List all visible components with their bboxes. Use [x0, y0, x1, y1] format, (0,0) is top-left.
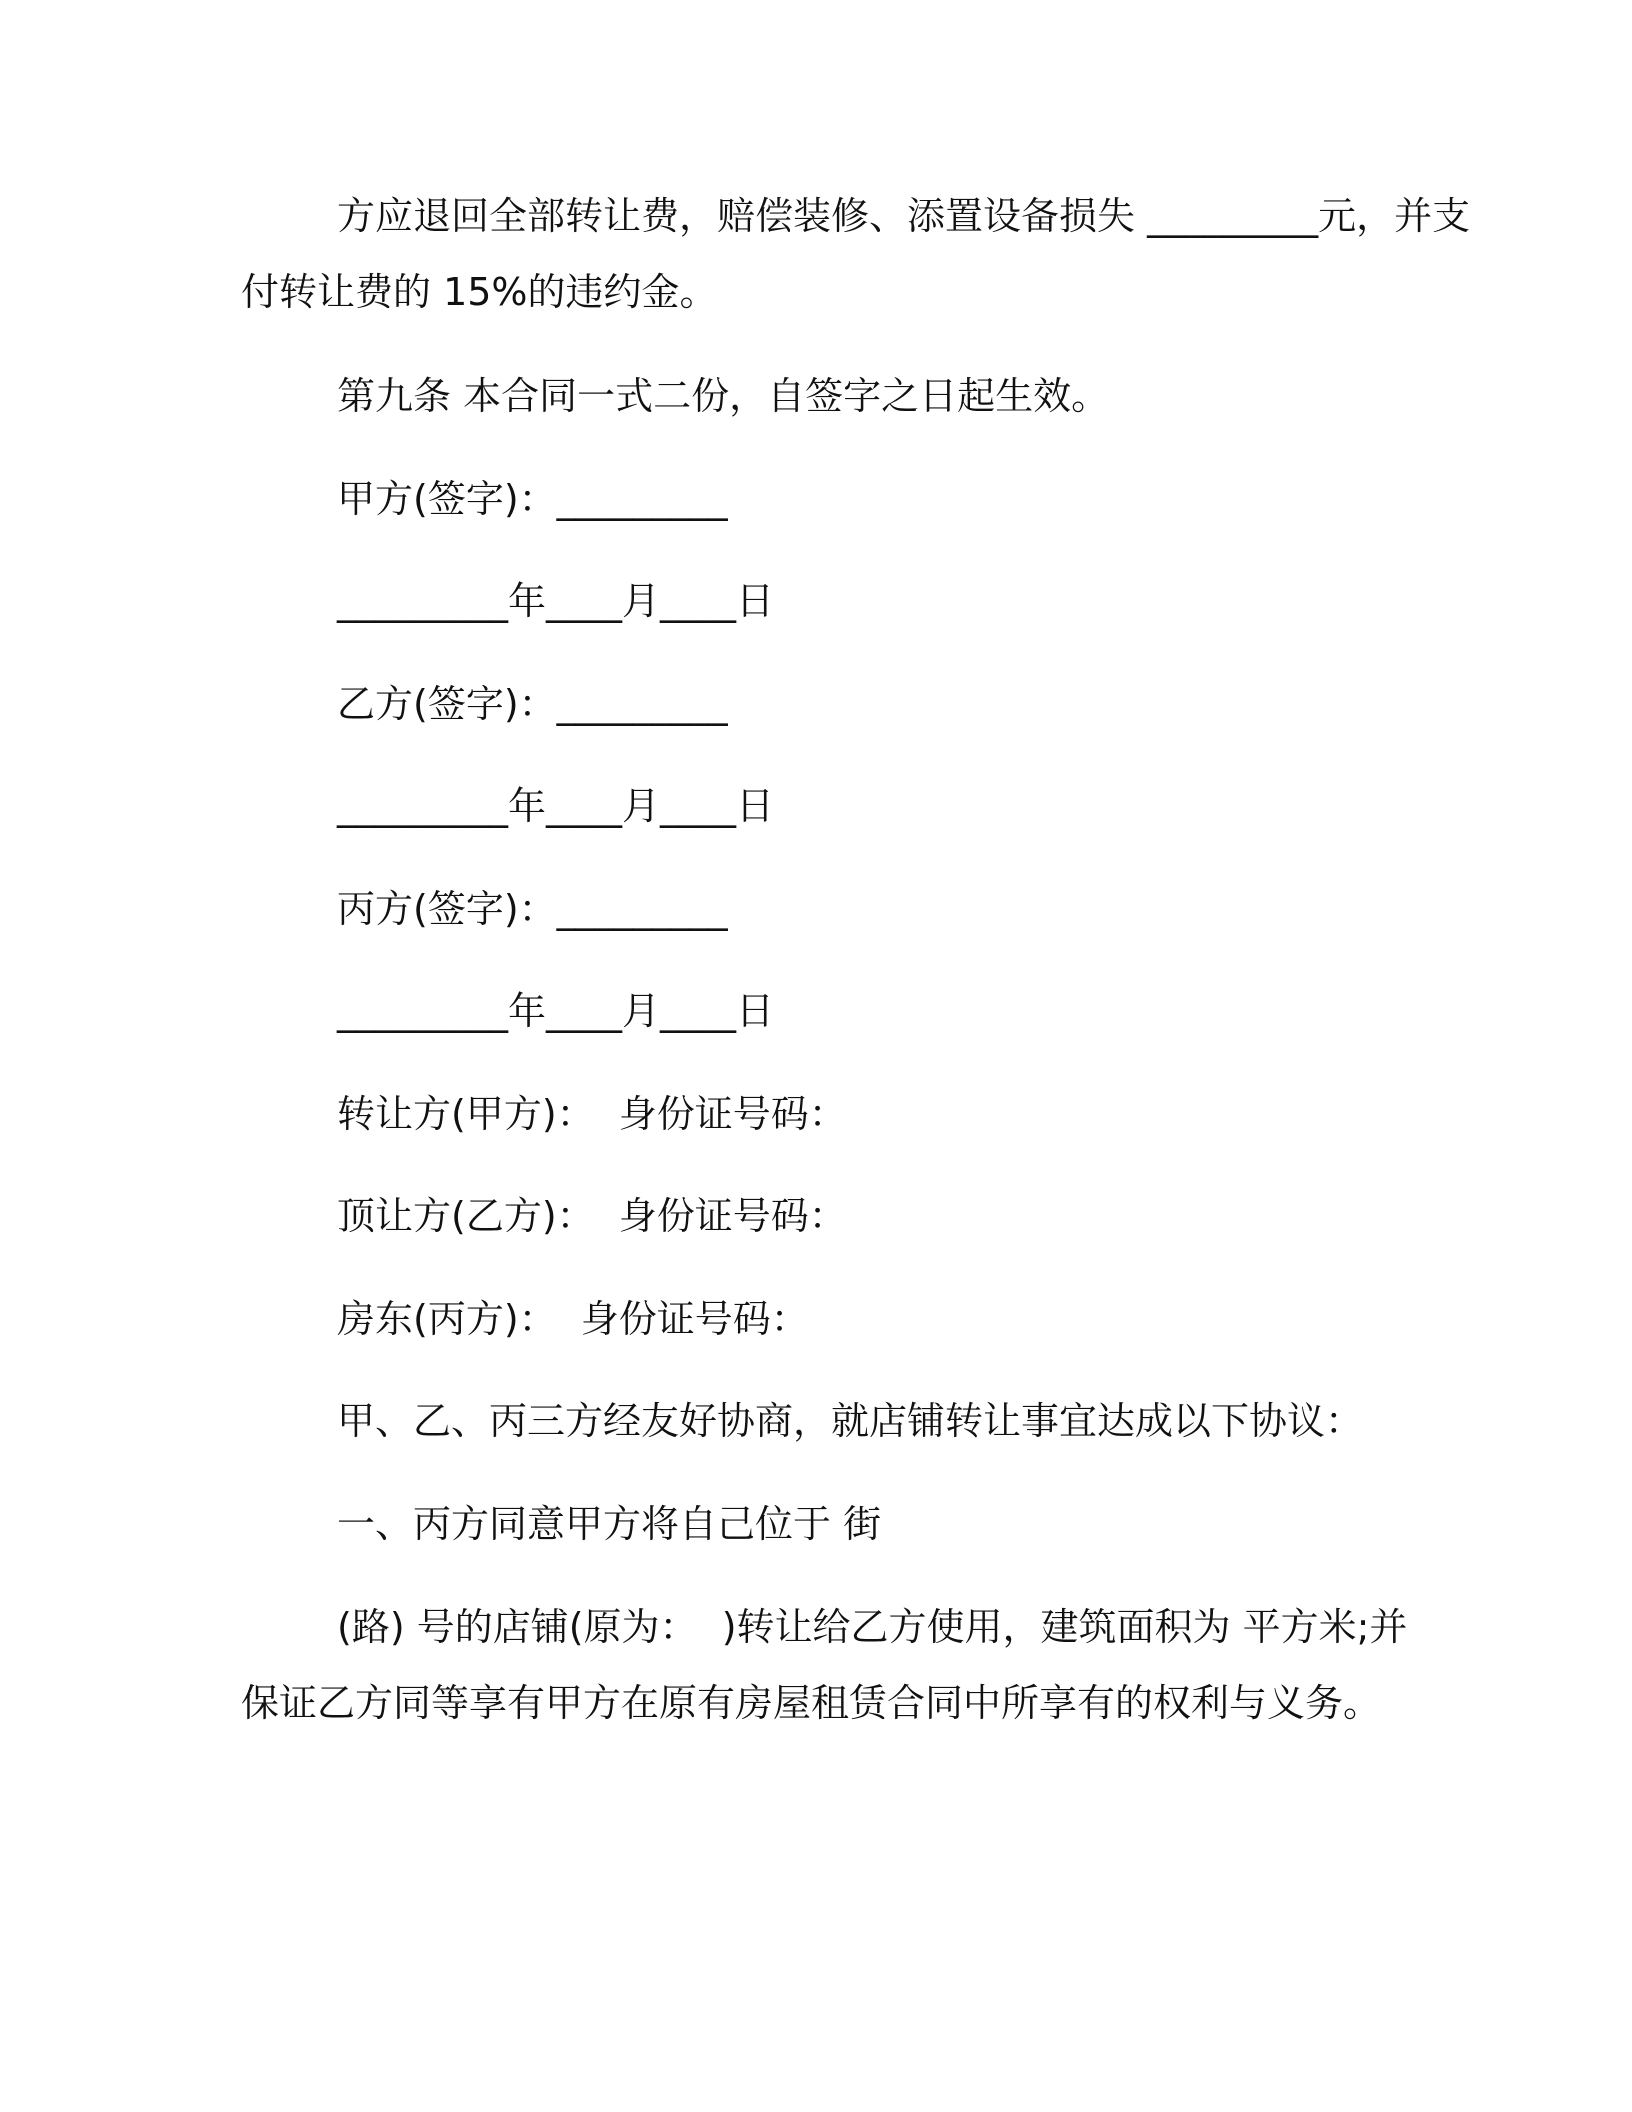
transferor-id-line: 转让方(甲方)： 身份证号码： [337, 1092, 847, 1136]
penalty-line-2: 付转让费的 15%的违约金。 [241, 270, 718, 314]
clause-one-line-2: (路) 号的店铺(原为： )转让给乙方使用，建筑面积为 平方米;并 [337, 1605, 1408, 1649]
clause-one-line-3: 保证乙方同等享有甲方在原有房屋租赁合同中所享有的权利与义务。 [241, 1681, 1382, 1725]
landlord-id-line: 房东(丙方)： 身份证号码： [337, 1297, 809, 1341]
article-nine: 第九条 本合同一式二份，自签字之日起生效。 [337, 374, 1110, 418]
clause-one-line-1: 一、丙方同意甲方将自己位于 街 [337, 1502, 882, 1546]
party-a-signature-line: 甲方(签字)：_________ [337, 477, 728, 521]
party-b-signature-line: 乙方(签字)：_________ [337, 682, 728, 726]
transferee-id-line: 顶让方(乙方)： 身份证号码： [337, 1194, 847, 1238]
party-a-date-line: _________年____月____日 [337, 579, 775, 623]
agreement-intro: 甲、乙、丙三方经友好协商，就店铺转让事宜达成以下协议： [337, 1399, 1364, 1443]
party-b-date-line: _________年____月____日 [337, 784, 775, 828]
party-c-signature-line: 丙方(签字)：_________ [337, 887, 728, 931]
penalty-line-1: 方应退回全部转让费，赔偿装修、添置设备损失 _________元，并支 [337, 194, 1471, 238]
party-c-date-line: _________年____月____日 [337, 989, 775, 1033]
